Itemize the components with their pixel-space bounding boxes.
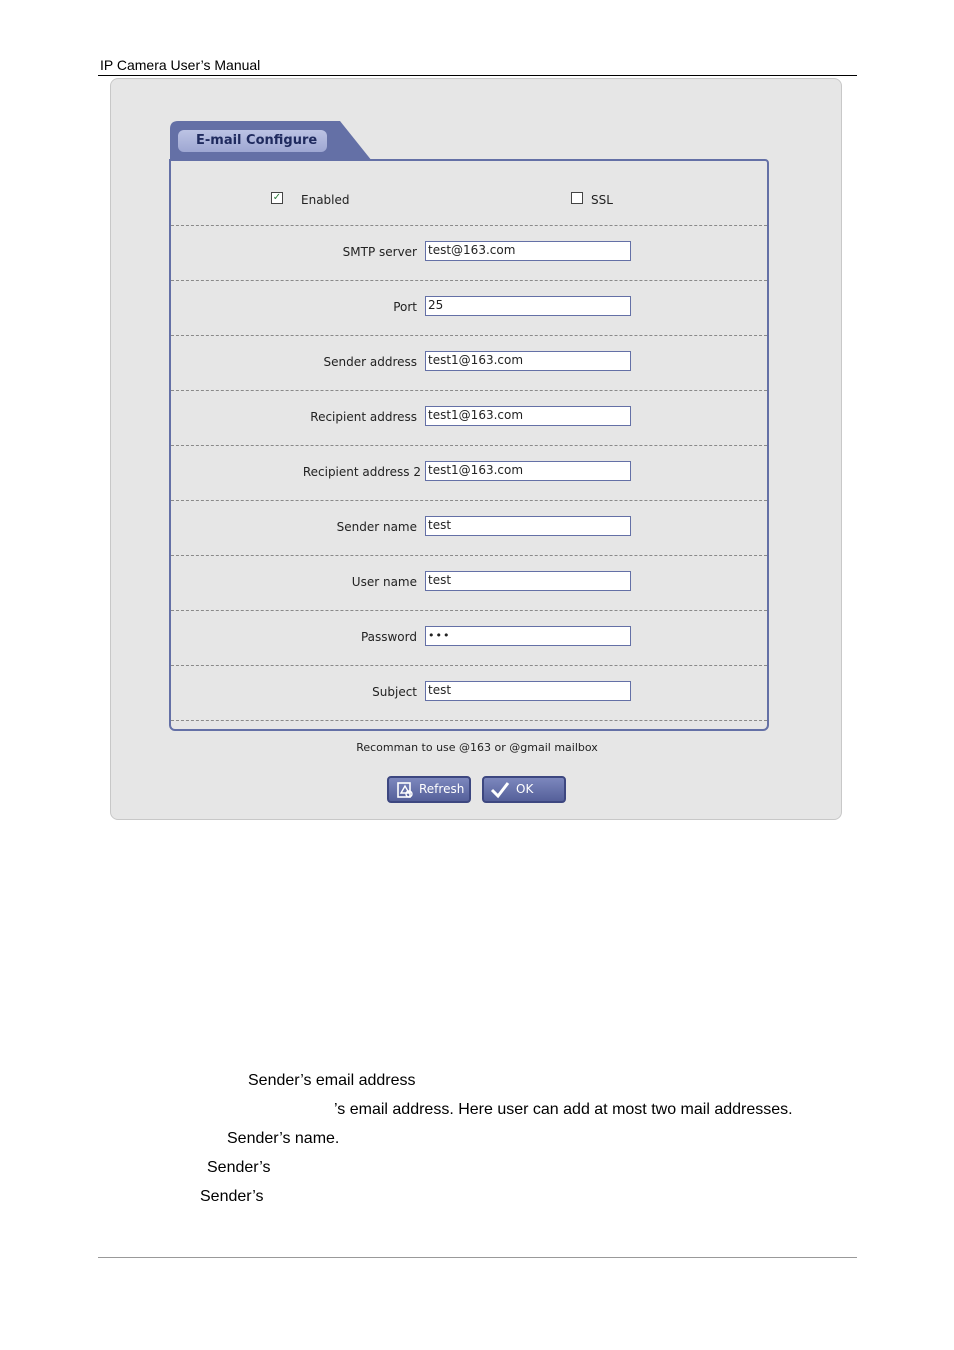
- sender-name-input[interactable]: test: [425, 516, 631, 536]
- user-name-input[interactable]: test: [425, 571, 631, 591]
- header-divider: [98, 75, 857, 76]
- recipient-address-label: Recipient address: [310, 410, 417, 424]
- subject-input[interactable]: test: [425, 681, 631, 701]
- form-row-smtp-server: [171, 226, 767, 281]
- email-configure-window: [110, 78, 842, 820]
- enabled-label: Enabled: [301, 193, 350, 207]
- page-header: IP Camera User’s Manual: [100, 57, 261, 73]
- ok-label: OK: [516, 782, 534, 796]
- port-label: Port: [393, 300, 417, 314]
- form-row-subject: [171, 666, 767, 721]
- port-input[interactable]: 25: [425, 296, 631, 316]
- checkmark-icon: [490, 780, 510, 800]
- enabled-checkbox[interactable]: ✓: [272, 192, 282, 203]
- password-input[interactable]: •••: [425, 626, 631, 646]
- tab-email-configure[interactable]: E-mail Configure: [178, 130, 327, 152]
- mailbox-hint: Recomman to use @163 or @gmail mailbox: [356, 741, 598, 754]
- form-row-port: [171, 281, 767, 336]
- form-row-recipient-address-2: [171, 446, 767, 501]
- recipient-address-2-input[interactable]: test1@163.com: [425, 461, 631, 481]
- smtp-server-label: SMTP server: [342, 245, 417, 259]
- sender-address-input[interactable]: test1@163.com: [425, 351, 631, 371]
- description-line-3: Sender’s name.: [227, 1130, 340, 1147]
- ssl-checkbox[interactable]: [571, 192, 583, 204]
- password-label: Password: [360, 630, 417, 644]
- description-line-4: Sender’s: [207, 1159, 271, 1176]
- sender-address-label: Sender address: [323, 355, 417, 369]
- sender-name-label: Sender name: [336, 520, 417, 534]
- refresh-button[interactable]: [387, 776, 471, 803]
- description-line-2: ’s email address. Here user can add at most two mail addresses.: [334, 1101, 793, 1118]
- email-settings-panel: [169, 159, 769, 731]
- description-line-1: Sender’s email address: [248, 1072, 416, 1089]
- footer-divider: [98, 1257, 857, 1258]
- recipient-address-2-label: Recipient address 2: [302, 465, 421, 479]
- form-row-password: [171, 611, 767, 666]
- ssl-label: SSL: [591, 193, 613, 207]
- ok-button[interactable]: [482, 776, 566, 803]
- user-name-label: User name: [351, 575, 417, 589]
- refresh-icon: [395, 780, 415, 800]
- options-row: [171, 161, 767, 226]
- recipient-address-input[interactable]: test1@163.com: [425, 406, 631, 426]
- form-row-sender-address: [171, 336, 767, 391]
- smtp-server-input[interactable]: test@163.com: [425, 241, 631, 261]
- refresh-label: Refresh: [419, 782, 465, 796]
- form-row-sender-name: [171, 501, 767, 556]
- description-line-5: Sender’s: [200, 1188, 264, 1205]
- subject-label: Subject: [372, 685, 417, 699]
- form-row-recipient-address: [171, 391, 767, 446]
- form-row-user-name: [171, 556, 767, 611]
